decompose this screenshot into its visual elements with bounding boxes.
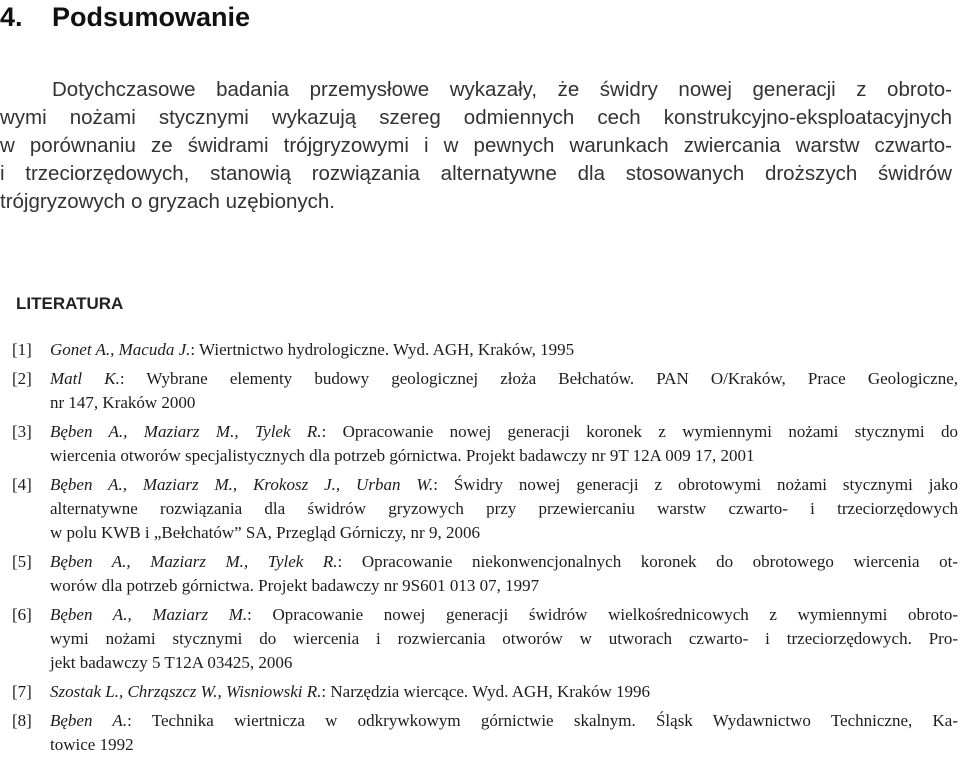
reference-item [0, 550, 958, 598]
section-heading [0, 0, 250, 34]
reference-line [50, 338, 958, 362]
reference-item [0, 603, 958, 675]
reference-line: nr 147, Kraków 2000 [50, 393, 196, 412]
summary-line: wymi nożami stycznymi wykazują szereg odmiennych cech konstrukcyjno-eksploatacyjnych [0, 106, 952, 129]
reference-line [50, 550, 958, 574]
literature-heading: LITERATURA [16, 294, 124, 313]
section-title: Podsumowanie [52, 2, 251, 32]
reference-number: [2] [12, 369, 32, 388]
reference-item [0, 473, 958, 545]
reference-list [0, 338, 958, 762]
summary-line: trójgryzowych o gryzach uzębionych. [0, 190, 335, 213]
reference-number: [5] [12, 552, 32, 571]
reference-text: : Wybrane elementy budowy geologicznej złoża Bełchatów. PAN O/Kraków, Prace Geologiczne, [119, 369, 958, 388]
reference-number: [4] [12, 475, 32, 494]
reference-line [50, 680, 958, 704]
reference-number: [6] [12, 605, 32, 624]
reference-number: [7] [12, 682, 32, 701]
reference-authors: Bęben A., Maziarz M., Tylek R. [50, 552, 338, 571]
reference-authors: Bęben A. [50, 711, 128, 730]
reference-number: [3] [12, 422, 32, 441]
reference-authors: Bęben A., Maziarz M. [50, 605, 248, 624]
summary-line: i trzeciorzędowych, stanowią rozwiązania alternatywne dla stosowanych droższych świdrów [0, 162, 952, 185]
reference-item [0, 338, 958, 362]
reference-text: : Opracowanie niekonwencjonalnych koronek do obrotowego wiercenia ot- [337, 552, 958, 571]
summary-paragraph [0, 76, 952, 216]
reference-line: alternatywne rozwiązania dla świdrów gryzowych przy przewiercaniu warstw czwarto- i trzeciorzędowych [50, 499, 958, 518]
reference-text: : Świdry nowej generacji z obrotowymi nożami stycznymi jako [433, 475, 958, 494]
reference-authors: Szostak L., Chrząszcz W., Wisniowski R. [50, 682, 322, 701]
reference-line: wiercenia otworów specjalistycznych dla potrzeb górnictwa. Projekt badawczy nr 9T 12A 009 17, 2001 [50, 446, 755, 465]
reference-item [0, 420, 958, 468]
reference-text: : Narzędzia wiercące. Wyd. AGH, Kraków 1996 [321, 682, 651, 701]
reference-line [50, 473, 958, 497]
summary-line: w porównaniu ze świdrami trójgryzowymi i w pewnych warunkach zwiercania warstw czwarto- [0, 134, 952, 157]
reference-text: : Technika wiertnicza w odkrywkowym górnictwie skalnym. Śląsk Wydawnictwo Techniczne, Ka- [127, 711, 958, 730]
reference-text: : Opracowanie nowej generacji świdrów wielkośrednicowych z wymiennymi obroto- [247, 605, 959, 624]
reference-text: : Opracowanie nowej generacji koronek z wymiennymi nożami stycznymi do [321, 422, 958, 441]
reference-line [50, 709, 958, 733]
reference-authors: Bęben A., Maziarz M., Tylek R. [50, 422, 322, 441]
reference-item [0, 367, 958, 415]
reference-line [50, 420, 958, 444]
reference-authors: Matl K. [50, 369, 120, 388]
reference-item [0, 680, 958, 704]
reference-line: jekt badawczy 5 T12A 03425, 2006 [50, 653, 293, 672]
reference-line: worów dla potrzeb górnictwa. Projekt badawczy nr 9S601 013 07, 1997 [50, 576, 540, 595]
reference-line: towice 1992 [50, 735, 134, 754]
reference-item [0, 709, 958, 757]
reference-text: : Wiertnictwo hydrologiczne. Wyd. AGH, Kraków, 1995 [190, 340, 575, 359]
reference-line: wymi nożami stycznymi do wiercenia i rozwiercania otworów w utworach czwarto- i trzeciorzędowych. Pro- [50, 629, 958, 648]
section-number: 4. [0, 2, 23, 32]
reference-number: [8] [12, 711, 32, 730]
reference-line [50, 603, 958, 627]
reference-line [50, 367, 958, 391]
reference-authors: Bęben A., Maziarz M., Krokosz J., Urban W. [50, 475, 434, 494]
reference-number: [1] [12, 340, 32, 359]
reference-line: w polu KWB i „Bełchatów” SA, Przegląd Górniczy, nr 9, 2006 [50, 523, 480, 542]
summary-line: Dotychczasowe badania przemysłowe wykazały, że świdry nowej generacji z obroto- [52, 78, 952, 101]
reference-authors: Gonet A., Macuda J. [50, 340, 191, 359]
